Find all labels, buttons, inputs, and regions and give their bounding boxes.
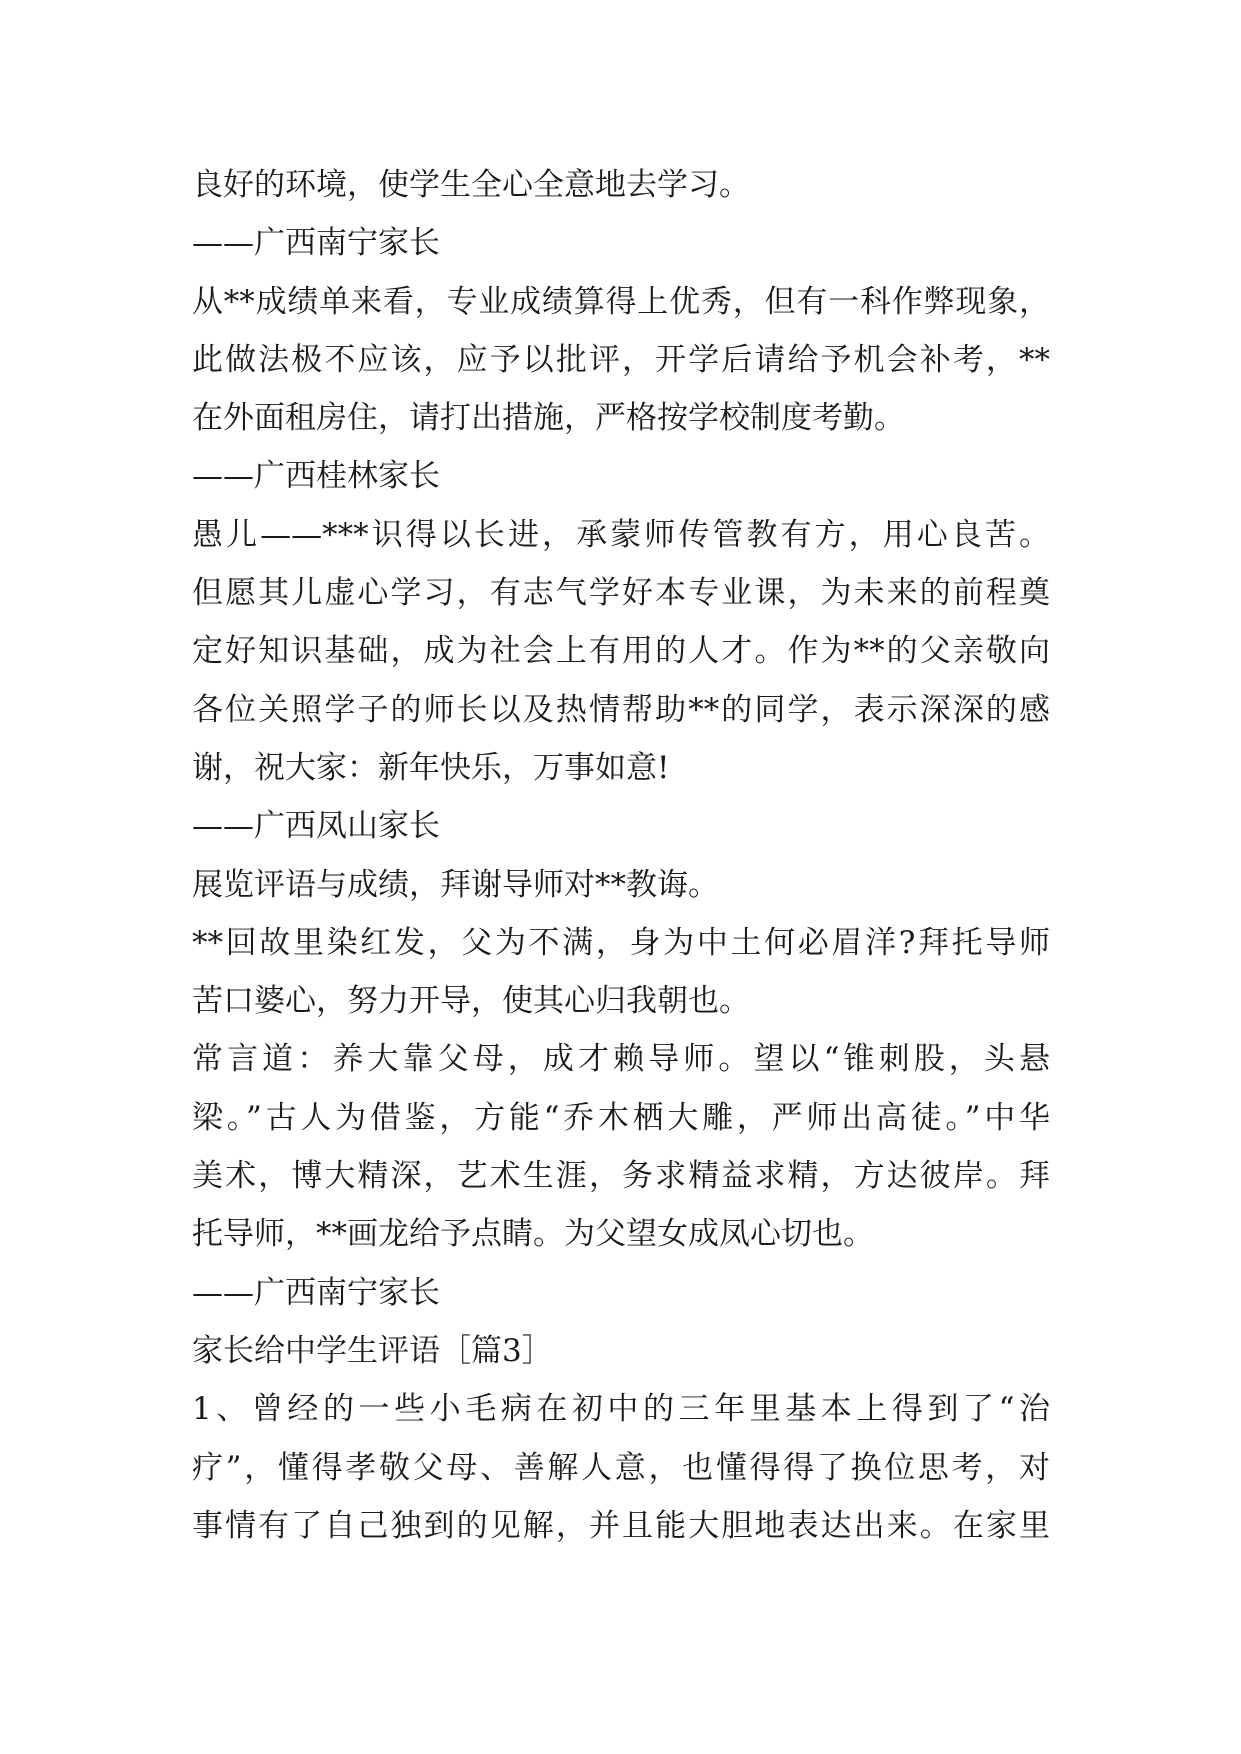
text-line: 各位关照学子的师长以及热情帮助**的同学，表示深深的感 [192, 691, 1050, 728]
text-line: 1、曾经的一些小毛病在初中的三年里基本上得到了“治 [192, 1391, 1050, 1428]
text-line: 梁。”古人为借鉴，方能“乔木栖大雕，严师出高徒。”中华 [192, 1099, 1050, 1136]
text-line: 美术，博大精深，艺术生涯，务求精益求精，方达彼岸。拜 [192, 1158, 1050, 1195]
text-line: 托导师，**画龙给予点睛。为父望女成凤心切也。 [192, 1216, 874, 1253]
text-line: ——广西凤山家长 [192, 808, 440, 845]
text-line: **回故里染红发，父为不满，身为中土何必眉洋?拜托导师 [192, 924, 1050, 961]
text-line: 此做法极不应该，应予以批评，开学后请给予机会补考，** [192, 341, 1050, 378]
text-line: 苦口婆心，努力开导，使其心归我朝也。 [192, 983, 750, 1020]
text-line: 但愿其儿虚心学习，有志气学好本专业课，为未来的前程奠 [192, 575, 1050, 612]
text-line: 定好知识基础，成为社会上有用的人才。作为**的父亲敬向 [192, 633, 1050, 670]
text-line: ——广西南宁家长 [192, 225, 440, 262]
text-line: ——广西南宁家长 [192, 1274, 440, 1311]
text-line: 愚儿——***识得以长进，承蒙师传管教有方，用心良苦。 [192, 516, 1050, 553]
text-line: 从**成绩单来看，专业成绩算得上优秀，但有一科作弊现象， [192, 283, 1050, 320]
text-line: 疗”，懂得孝敬父母、善解人意，也懂得得了换位思考，对 [192, 1449, 1050, 1486]
document-body [192, 156, 1050, 1555]
text-line: 常言道：养大靠父母，成才赖导师。望以“锥刺股，头悬 [192, 1041, 1050, 1078]
text-line: 在外面租房住，请打出措施，严格按学校制度考勤。 [192, 400, 905, 437]
text-line: ——广西桂林家长 [192, 458, 440, 495]
text-line: 展览评语与成绩，拜谢导师对**教诲。 [192, 866, 719, 903]
text-line: 家长给中学生评语［篇3］ [192, 1332, 553, 1369]
text-line: 谢，祝大家：新年快乐，万事如意! [192, 749, 670, 786]
text-line: 良好的环境，使学生全心全意地去学习。 [192, 167, 750, 203]
text-line: 事情有了自己独到的见解，并且能大胆地表达出来。在家里 [192, 1507, 1050, 1544]
